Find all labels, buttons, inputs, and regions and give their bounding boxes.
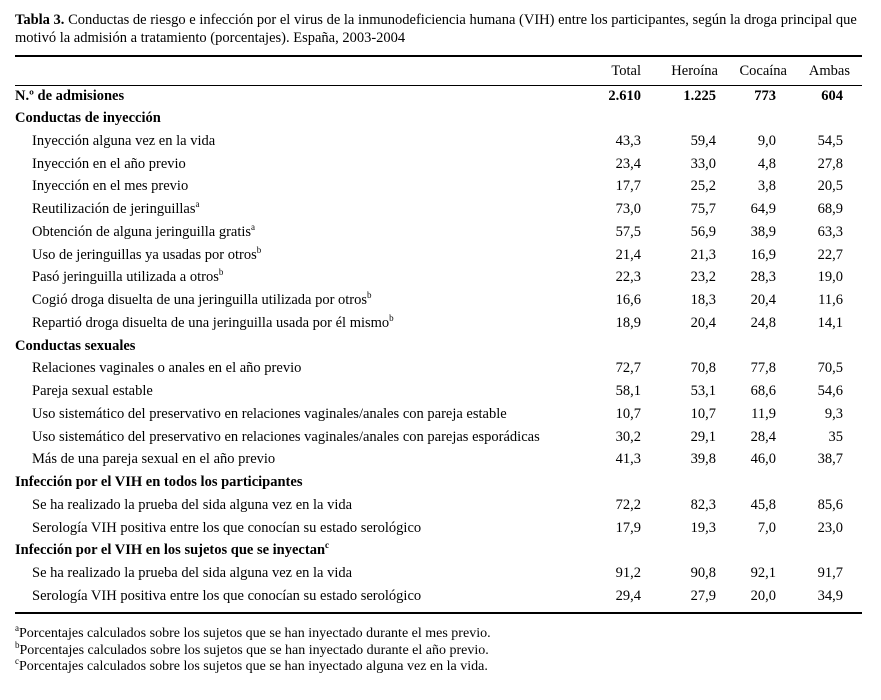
- cell-cocaina: 7,0: [757, 519, 776, 536]
- cell-cocaina: 92,1: [750, 565, 776, 581]
- cell-total: 30,2: [615, 428, 641, 445]
- table-row: [0, 313, 881, 333]
- cell-cocaina: 38,9: [750, 223, 776, 240]
- bottom-rule: [15, 612, 862, 614]
- cell-total: 17,9: [615, 519, 641, 536]
- footnote-mark: b: [256, 244, 262, 255]
- cell-total: 41,3: [615, 451, 641, 468]
- cell-cocaina: 16,9: [750, 246, 776, 263]
- row-label-text: Se ha realizado la prueba del sida alguna vez en la vida: [32, 565, 353, 581]
- row-label-text: Pasó jeringuilla utilizada a otros: [32, 269, 219, 286]
- section-header-row: [0, 472, 881, 492]
- cell-heroina: 20,4: [690, 314, 716, 331]
- table-row: [0, 290, 881, 310]
- row-label-text: Relaciones vaginales o anales en el año previo: [32, 360, 302, 377]
- section-title: [15, 540, 329, 560]
- cell-cocaina: 4,8: [757, 155, 776, 172]
- row-label-text: Más de una pareja sexual en el año previo: [32, 451, 276, 468]
- section-title-text: Conductas sexuales: [15, 337, 136, 354]
- cell-cocaina: 64,9: [750, 201, 776, 217]
- cell-total: 29,4: [615, 587, 641, 604]
- cell-heroina: 21,3: [690, 246, 716, 263]
- cell-cocaina: 11,9: [751, 405, 776, 422]
- table-row: [0, 495, 881, 515]
- cell-heroina: 10,7: [690, 405, 716, 422]
- admissions-ambas: 604: [821, 88, 843, 104]
- table-row: [0, 245, 881, 265]
- header-total: Total: [611, 63, 641, 79]
- cell-heroina: 23,2: [690, 269, 716, 286]
- section-title-text: Conductas de inyección: [15, 110, 161, 126]
- table-row: [0, 131, 881, 151]
- table-row: [0, 176, 881, 196]
- row-label: [32, 563, 352, 583]
- cell-ambas: 35: [828, 428, 843, 445]
- cell-ambas: 11,6: [818, 292, 843, 308]
- row-label: [32, 495, 352, 515]
- header-ambas: Ambas: [808, 63, 850, 79]
- cell-total: 22,3: [615, 269, 641, 286]
- row-label: [32, 427, 540, 447]
- admissions-row: [0, 86, 881, 106]
- row-label: [32, 518, 421, 538]
- cell-total: 10,7: [615, 405, 641, 422]
- footnote: [15, 623, 491, 643]
- cell-cocaina: 20,0: [750, 587, 776, 604]
- row-label: [32, 313, 394, 333]
- table-row: [0, 358, 881, 378]
- cell-ambas: 54,6: [817, 383, 843, 399]
- footnote-mark: c: [15, 656, 19, 666]
- cell-ambas: 34,9: [817, 587, 843, 604]
- header-heroina: Heroína: [671, 63, 718, 79]
- section-title: [15, 472, 302, 492]
- table-row: [0, 586, 881, 606]
- row-label: [32, 358, 301, 378]
- cell-ambas: 68,9: [817, 201, 843, 217]
- cell-total: 17,7: [615, 178, 641, 195]
- table-row: [0, 381, 881, 401]
- caption-text: Conductas de riesgo e infección por el virus de la inmunodeficiencia humana (VIH) entre los participantes, según la droga principal que motivó la admisión a tratamiento (porcentajes). España, 2003-2004: [15, 12, 857, 46]
- row-label: [32, 381, 153, 401]
- row-label-text: Inyección alguna vez en la vida: [32, 132, 216, 149]
- footnote: [15, 639, 491, 660]
- header-cocaina: Cocaína: [739, 63, 787, 79]
- table-row: [0, 563, 881, 583]
- row-label: [32, 131, 215, 151]
- cell-total: 18,9: [615, 314, 641, 331]
- footnote-mark: a: [15, 623, 19, 633]
- cell-total: 58,1: [615, 383, 641, 399]
- top-rule: [15, 55, 862, 57]
- cell-heroina: 90,8: [690, 565, 716, 581]
- footnote: [15, 656, 491, 676]
- cell-heroina: 19,3: [690, 519, 716, 536]
- cell-heroina: 75,7: [690, 201, 716, 217]
- table-row: [0, 449, 881, 469]
- cell-heroina: 56,9: [690, 223, 716, 240]
- admissions-total: 2.610: [608, 88, 641, 104]
- footnote-mark: a: [195, 199, 200, 209]
- cell-cocaina: 45,8: [750, 496, 776, 513]
- cell-ambas: 63,3: [817, 223, 843, 240]
- cell-heroina: 33,0: [690, 155, 716, 172]
- cell-heroina: 82,3: [690, 496, 716, 513]
- footnote-mark: b: [389, 312, 394, 323]
- cell-heroina: 53,1: [690, 383, 716, 399]
- row-label-text: Cogió droga disuelta de una jeringuilla utilizada por otros: [32, 292, 368, 308]
- section-header-row: [0, 108, 881, 128]
- cell-ambas: 70,5: [817, 360, 843, 377]
- row-label: [32, 199, 199, 219]
- cell-ambas: 23,0: [817, 519, 843, 536]
- cell-heroina: 70,8: [690, 360, 716, 377]
- table-caption: [15, 11, 865, 47]
- cell-heroina: 59,4: [690, 132, 716, 149]
- cell-ambas: 54,5: [817, 132, 843, 149]
- cell-cocaina: 46,0: [750, 451, 776, 468]
- admissions-label: N.º de admisiones: [15, 88, 125, 104]
- cell-ambas: 27,8: [817, 155, 843, 172]
- cell-total: 73,0: [615, 201, 641, 217]
- cell-heroina: 18,3: [690, 292, 716, 308]
- cell-total: 57,5: [615, 223, 641, 240]
- row-label: [32, 176, 188, 196]
- table-row: [0, 518, 881, 538]
- row-label: [32, 404, 507, 424]
- footnote-mark: a: [251, 221, 256, 232]
- row-label: [32, 222, 255, 242]
- footnote-text: Porcentajes calculados sobre los sujetos que se han inyectado durante el año previo.: [19, 642, 489, 658]
- cell-total: 16,6: [615, 292, 641, 308]
- footnotes: [15, 623, 491, 676]
- section-title-text: Infección por el VIH en todos los participantes: [15, 474, 303, 490]
- caption-label: Tabla 3.: [15, 12, 65, 28]
- row-label-text: Uso sistemático del preservativo en relaciones vaginales/anales con pareja estable: [32, 405, 507, 422]
- cell-total: 21,4: [615, 246, 641, 263]
- table-row: [0, 427, 881, 447]
- cell-total: 72,7: [615, 360, 641, 377]
- row-label: [32, 586, 421, 606]
- row-label-text: Serología VIH positiva entre los que conocían su estado serológico: [32, 519, 422, 536]
- cell-total: 91,2: [615, 565, 641, 581]
- cell-ambas: 85,6: [817, 496, 843, 513]
- cell-heroina: 27,9: [690, 587, 716, 604]
- footnote-text: Porcentajes calculados sobre los sujetos que se han inyectado durante el mes previo.: [19, 626, 491, 641]
- section-title: [15, 108, 161, 128]
- cell-heroina: 25,2: [690, 178, 716, 195]
- cell-ambas: 19,0: [817, 269, 843, 286]
- row-label-text: Reutilización de jeringuillas: [32, 201, 196, 217]
- cell-total: 43,3: [615, 132, 641, 149]
- row-label-text: Uso de jeringuillas ya usadas por otros: [32, 246, 257, 263]
- row-label-text: Repartió droga disuelta de una jeringuilla usada por él mismo: [32, 314, 390, 331]
- table-row: [0, 154, 881, 174]
- row-label-text: Uso sistemático del preservativo en relaciones vaginales/anales con parejas esporádicas: [32, 428, 540, 445]
- admissions-cocaina: 773: [754, 88, 776, 104]
- cell-ambas: 20,5: [817, 178, 843, 195]
- cell-cocaina: 24,8: [750, 314, 776, 331]
- cell-ambas: 91,7: [817, 565, 843, 581]
- cell-cocaina: 3,8: [757, 178, 776, 195]
- table-row: [0, 404, 881, 424]
- cell-ambas: 14,1: [817, 314, 843, 331]
- cell-cocaina: 28,4: [750, 428, 776, 445]
- row-label: [32, 154, 186, 174]
- cell-cocaina: 28,3: [750, 269, 776, 286]
- row-label-text: Inyección en el año previo: [32, 155, 186, 172]
- cell-cocaina: 68,6: [750, 383, 776, 399]
- section-header-row: [0, 336, 881, 356]
- table-row: [0, 199, 881, 219]
- header-row: [0, 61, 881, 81]
- footnote-mark: b: [367, 290, 372, 300]
- row-label: [32, 267, 223, 287]
- cell-total: 72,2: [615, 496, 641, 513]
- row-label-text: Inyección en el mes previo: [32, 178, 189, 195]
- cell-cocaina: 9,0: [757, 132, 776, 149]
- section-title-text: Infección por el VIH en los sujetos que se inyectan: [15, 542, 326, 559]
- section-header-row: [0, 540, 881, 560]
- footnote-mark: c: [325, 540, 330, 551]
- cell-ambas: 38,7: [817, 451, 843, 468]
- cell-heroina: 29,1: [690, 428, 716, 445]
- cell-cocaina: 77,8: [750, 360, 776, 377]
- footnote-mark: b: [15, 639, 20, 650]
- cell-total: 23,4: [615, 155, 641, 172]
- table-row: [0, 267, 881, 287]
- row-label-text: Serología VIH positiva entre los que conocían su estado serológico: [32, 587, 422, 604]
- section-title: [15, 336, 135, 356]
- table-row: [0, 222, 881, 242]
- cell-cocaina: 20,4: [750, 292, 776, 308]
- cell-ambas: 22,7: [817, 246, 843, 263]
- row-label-text: Pareja sexual estable: [32, 383, 153, 399]
- row-label: [32, 290, 372, 310]
- cell-ambas: 9,3: [824, 405, 843, 422]
- row-label: [32, 245, 261, 265]
- row-label-text: Se ha realizado la prueba del sida alguna vez en la vida: [32, 496, 353, 513]
- footnote-text: Porcentajes calculados sobre los sujetos que se han inyectado alguna vez en la vida.: [19, 659, 488, 674]
- cell-heroina: 39,8: [690, 451, 716, 468]
- row-label: [32, 449, 275, 469]
- admissions-heroina: 1.225: [683, 88, 716, 104]
- row-label-text: Obtención de alguna jeringuilla gratis: [32, 223, 252, 240]
- footnote-mark: b: [218, 267, 224, 278]
